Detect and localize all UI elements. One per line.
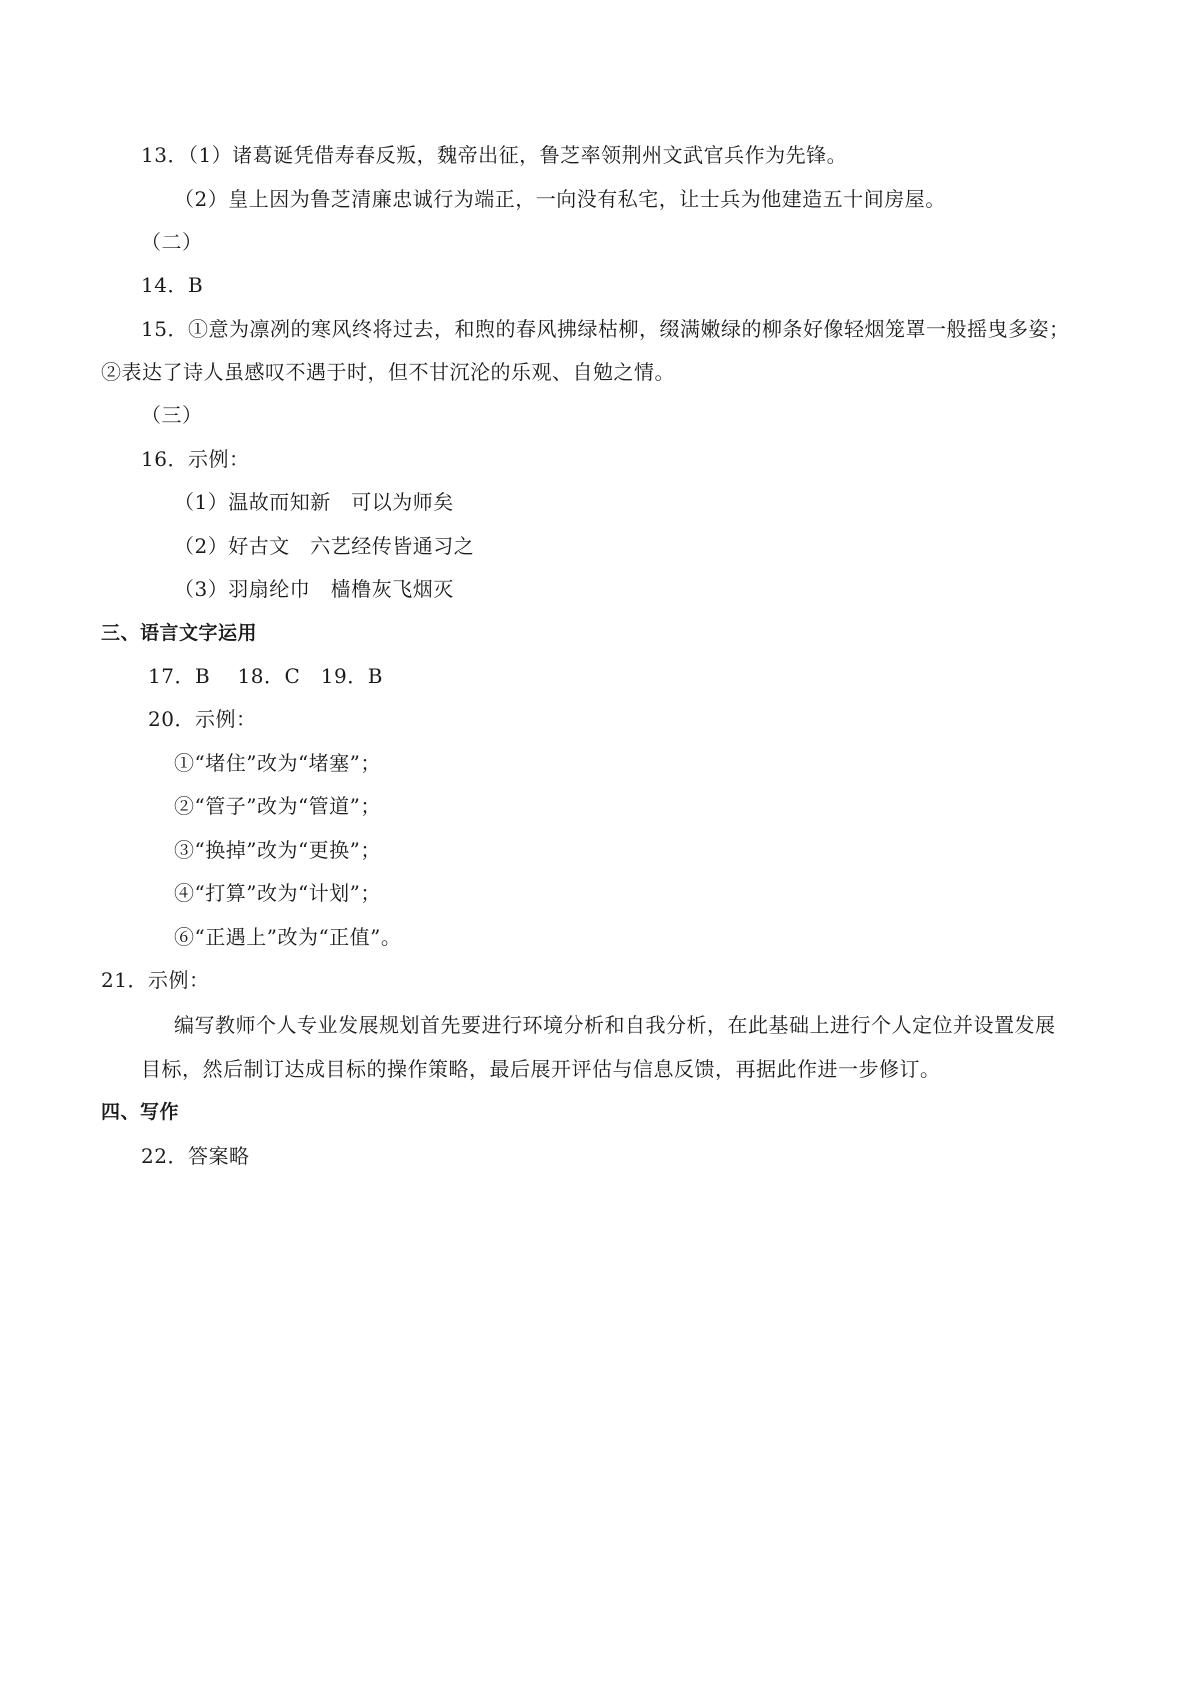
q16-item: （1）温故而知新 可以为师矣 [174, 490, 454, 514]
q14-answer: 14．B [141, 273, 204, 297]
q15-line1: 15．①意为凛冽的寒风终将过去，和煦的春风拂绿枯柳，缀满嫩绿的柳条好像轻烟笼罩一般摇曳多姿； [141, 317, 1070, 341]
q20-item: ③“换掉”改为“更换”； [174, 838, 381, 862]
q16-item: （3）羽扇纶巾 樯橹灰飞烟灭 [174, 577, 454, 601]
q22-answer: 22．答案略 [141, 1144, 250, 1168]
q20-item: ①“堵住”改为“堵塞”； [174, 751, 381, 775]
q16-label: 16．示例： [141, 447, 250, 471]
section-3-heading: 三、语言文字运用 [101, 622, 258, 644]
q16-item: （2）好古文 六艺经传皆通习之 [174, 534, 475, 558]
q15-line2: ②表达了诗人虽感叹不遇于时，但不甘沉沦的乐观、自勉之情。 [101, 360, 675, 384]
q13-line2: （2）皇上因为鲁芝清廉忠诚行为端正，一向没有私宅，让士兵为他建造五十间房屋。 [174, 187, 946, 211]
q21-line1: 编写教师个人专业发展规划首先要进行环境分析和自我分析，在此基础上进行个人定位并设置发展 [174, 1013, 1056, 1037]
section-4-heading: 四、写作 [101, 1101, 180, 1123]
q20-item: ④“打算”改为“计划”； [174, 881, 381, 905]
q21-label: 21．示例： [101, 968, 210, 992]
q20-label: 20．示例： [148, 707, 257, 731]
q20-item: ②“管子”改为“管道”； [174, 794, 381, 818]
q13-line1: 13．（1）诸葛诞凭借寿春反叛，魏帝出征，鲁芝率领荆州文武官兵作为先锋。 [141, 143, 848, 167]
q21-line2: 目标，然后制订达成目标的操作策略，最后展开评估与信息反馈，再据此作进一步修订。 [141, 1057, 941, 1081]
subsection-3-label: （三） [141, 403, 203, 427]
q20-item: ⑥“正遇上”改为“正值”。 [174, 925, 402, 949]
subsection-2-label: （二） [141, 230, 203, 254]
q17-19-answers: 17．B 18．C 19．B [148, 664, 383, 688]
